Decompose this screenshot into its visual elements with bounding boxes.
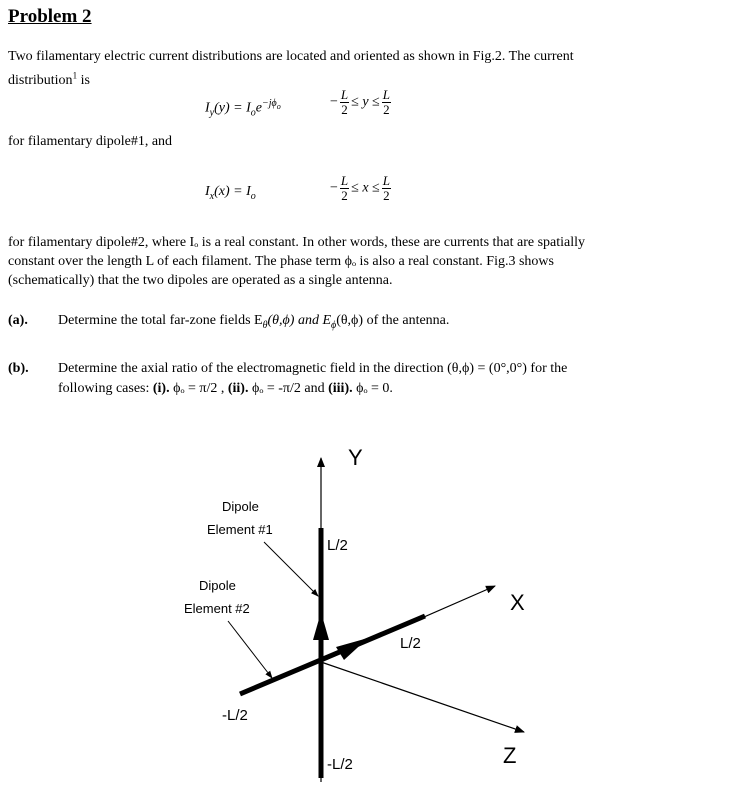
dipole-1-pointer bbox=[264, 542, 318, 596]
bottom-length-label: -L/2 bbox=[327, 756, 353, 773]
dipole-2-arrowhead bbox=[336, 638, 368, 660]
axis-z-label: Z bbox=[503, 743, 517, 768]
right-length-label: L/2 bbox=[400, 635, 421, 652]
dipole-2-label-line2: Element #2 bbox=[184, 601, 250, 616]
axis-x-label: X bbox=[510, 590, 525, 615]
equation-2: $I_x(x) = I_o$ bbox=[205, 184, 256, 202]
left-length-label: -L/2 bbox=[222, 707, 248, 724]
axis-y-label: Y bbox=[348, 445, 363, 470]
z-axis-line bbox=[321, 662, 524, 732]
top-length-label: L/2 bbox=[327, 537, 348, 554]
equation-1-range: − $\frac{L}{2}$ ≤ y ≤ $\frac{L}{2}$ bbox=[330, 87, 390, 117]
equation-2-range: − $\frac{L}{2}$ ≤ x ≤ $\frac{L}{2}$ bbox=[330, 173, 390, 203]
dipole-1-arrowhead bbox=[313, 612, 329, 640]
dipole-1-label-line2: Element #1 bbox=[207, 522, 273, 537]
dipole-2-label-line1: Dipole bbox=[199, 578, 236, 593]
intro-line1: Two filamentary electric current distributions are located and oriented as shown in Fig.2. The current bbox=[8, 49, 574, 64]
paragraph-2: for filamentary dipole#2, where Iₒ is a real constant. In other words, these are currents that are spatially constant over the length L of each filament. The phase term ϕₒ is also a real constant. Fig.3 shows (schematically) that the two dipoles are operated as a single antenna. bbox=[8, 235, 586, 288]
dipole-1-label-line1: Dipole bbox=[222, 499, 259, 514]
part-a-label: (a). bbox=[8, 313, 28, 328]
dipole-2-bar bbox=[240, 616, 425, 694]
part-b-text: Determine the axial ratio of the electromagnetic field in the direction (θ,ϕ) = (0°,0°) for the following cases: (i). ϕₒ = π/2 , (ii). ϕₒ = -π/2 and (iii). ϕₒ = 0. bbox=[58, 361, 568, 396]
part-a-text: Determine the total far-zone fields $E_\theta(\theta,\phi)$ and $E_\phi(\theta,\phi)$ of the antenna. bbox=[58, 313, 450, 331]
problem-title: Problem 2 bbox=[8, 6, 92, 27]
between-text: for filamentary dipole#1, and bbox=[8, 134, 173, 149]
part-b-label: (b). bbox=[8, 361, 29, 376]
dipole-2-pointer bbox=[228, 621, 272, 678]
intro-line2: distribution$^1$ is bbox=[8, 70, 90, 88]
equation-1: $I_y(y) = I_oe^{-j\phi_o}$ bbox=[205, 98, 281, 119]
